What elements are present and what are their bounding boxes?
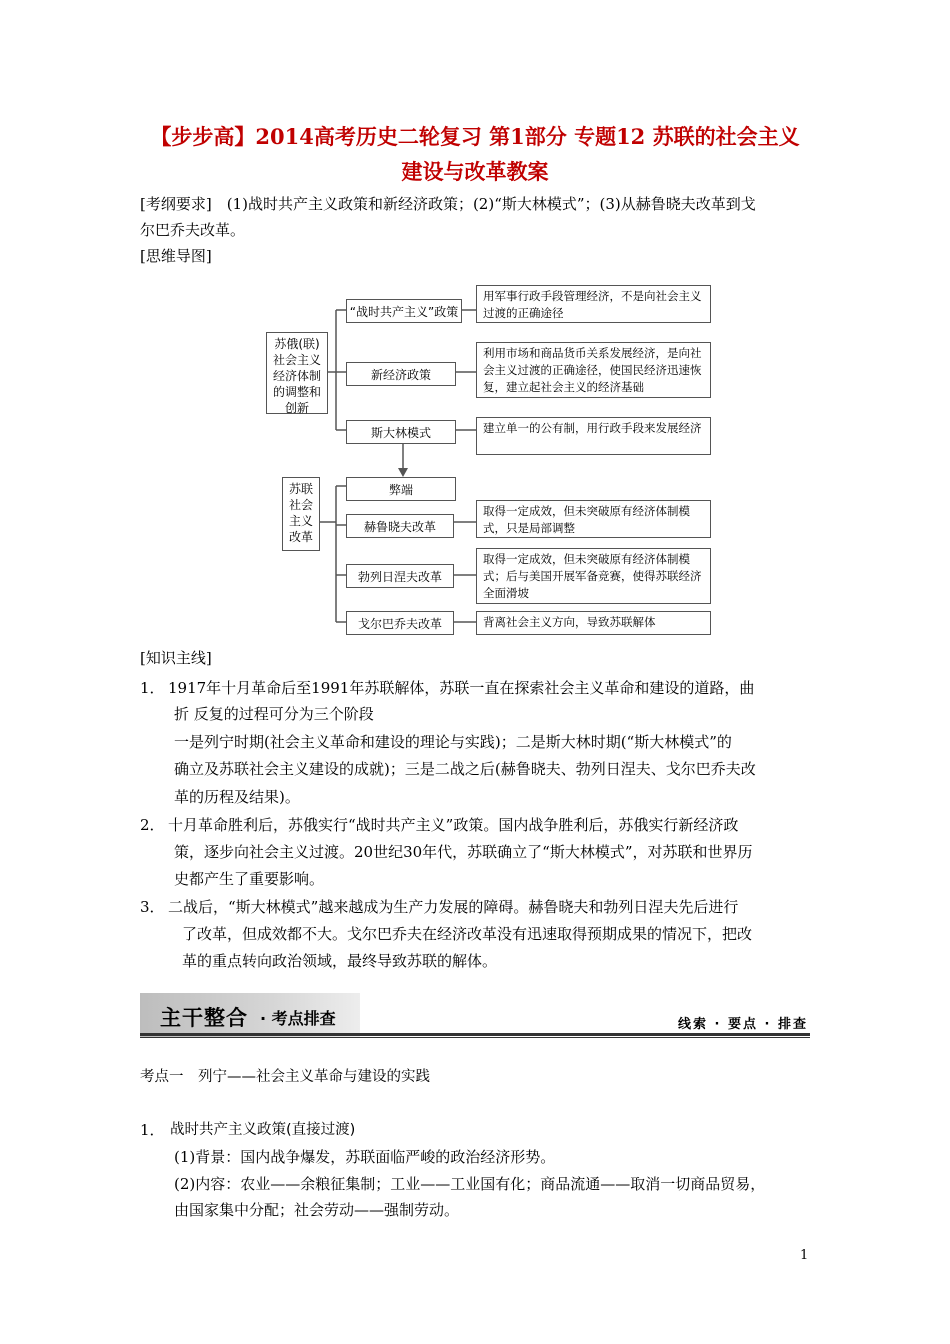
page-number: 1 (800, 1248, 809, 1263)
knowledge-3-line-2: 了改革，但成效都不大。戈尔巴乔夫在经济改革没有迅速取得预期成果的情况下，把改 (182, 925, 753, 943)
section-title: 考点一 列宁——社会主义革命与建设的实践 (140, 1069, 430, 1085)
knowledge-1-line-2: 折 反复的过程可分为三个阶段 (174, 705, 374, 723)
desc-war-communism: 用军事行政手段管理经济，不是向社会主义过渡的正确途径 (476, 285, 711, 323)
knowledge-heading: [知识主线] (140, 649, 212, 667)
mind-map-diagram (266, 282, 716, 642)
document-title-line-2: 建设与改革教案 (401, 159, 549, 184)
banner-right-text: 线索 · 要点 · 排查 (678, 1017, 808, 1032)
desc-stalin-model: 建立单一的公有制，用行政手段来发展经济 (476, 417, 711, 455)
knowledge-2-line-3: 史都产生了重要影响。 (174, 870, 325, 888)
outline-line-2: 尔巴乔夫改革。 (140, 221, 246, 239)
section-content-line-2: 由国家集中分配；社会劳动——强制劳动。 (174, 1201, 460, 1219)
section-banner (140, 993, 810, 1039)
knowledge-3-line-1: 二战后，“斯大林模式”越来越成为生产力发展的障碍。赫鲁晓夫和勃列日涅夫先后进行 (168, 898, 739, 916)
node-stalin-model: 斯大林模式 (346, 420, 456, 444)
section-background-line: (1)背景：国内战争爆发，苏联面临严峻的政治经济形势。 (174, 1148, 556, 1166)
banner-rule-thin (140, 1037, 810, 1038)
outline-line-1: [考纲要求] (1)战时共产主义政策和新经济政策；(2)“斯大林模式”；(3)从赫鲁晓夫改革到戈 (140, 195, 756, 213)
node-drawbacks: 弊端 (346, 477, 456, 501)
section-item-number: 1． (140, 1121, 165, 1139)
knowledge-3-line-3: 革的重点转向政治领域，最终导致苏联的解体。 (182, 952, 498, 970)
desc-gorbachev-reform: 背离社会主义方向，导致苏联解体 (476, 611, 711, 635)
node-war-communism: “战时共产主义”政策 (346, 299, 462, 323)
section-content-line-1: (2)内容：农业——余粮征集制；工业——工业国有化；商品流通——取消一切商品贸易， (174, 1175, 766, 1193)
document-title-line-1: 【步步高】2014高考历史二轮复习 第1部分 专题12 苏联的社会主义 (150, 124, 800, 149)
knowledge-number-2: 2． (140, 816, 165, 834)
knowledge-1-line-1: 1917年十月革命后至1991年苏联解体，苏联一直在探索社会主义革命和建设的道路，曲 (168, 679, 755, 697)
mindmap-heading: [思维导图] (140, 247, 212, 265)
node-khrushchev-reform: 赫鲁晓夫改革 (346, 514, 454, 538)
mindmap-root-reform: 苏联社会主义改革 (282, 477, 320, 551)
knowledge-number-1: 1． (140, 679, 165, 697)
desc-brezhnev-reform: 取得一定成效，但未突破原有经济体制模式；后与美国开展军备竞赛，使得苏联经济全面滑坡 (476, 548, 711, 604)
node-brezhnev-reform: 勃列日涅夫改革 (346, 564, 454, 588)
mindmap-root-adjustment: 苏俄(联)社会主义经济体制的调整和创新 (266, 332, 328, 414)
knowledge-2-line-1: 十月革命胜利后，苏俄实行“战时共产主义”政策。国内战争胜利后，苏俄实行新经济政 (168, 816, 739, 834)
knowledge-number-3: 3． (140, 898, 165, 916)
knowledge-1-line-5: 革的历程及结果)。 (174, 788, 300, 806)
node-nep: 新经济政策 (346, 362, 456, 386)
knowledge-1-line-3: 一是列宁时期(社会主义革命和建设的理论与实践)；二是斯大林时期(“斯大林模式”的 (174, 733, 732, 751)
banner-main-title: 主干整合 (160, 1006, 248, 1030)
knowledge-1-line-4: 确立及苏联社会主义建设的成就)；三是二战之后(赫鲁晓夫、勃列日涅夫、戈尔巴乔夫改 (174, 760, 756, 778)
desc-khrushchev-reform: 取得一定成效，但未突破原有经济体制模式，只是局部调整 (476, 500, 711, 538)
section-item-title: 战时共产主义政策(直接过渡) (170, 1122, 356, 1138)
banner-subtitle: · 考点排查 (260, 1009, 336, 1028)
desc-nep: 利用市场和商品货币关系发展经济，是向社会主义过渡的正确途径，使国民经济迅速恢复，建立起社会主义的经济基础 (476, 342, 711, 398)
node-gorbachev-reform: 戈尔巴乔夫改革 (346, 611, 454, 635)
banner-rule-thick (140, 1033, 810, 1036)
knowledge-2-line-2: 策，逐步向社会主义过渡。20世纪30年代，苏联确立了“斯大林模式”，对苏联和世界历 (174, 843, 753, 861)
